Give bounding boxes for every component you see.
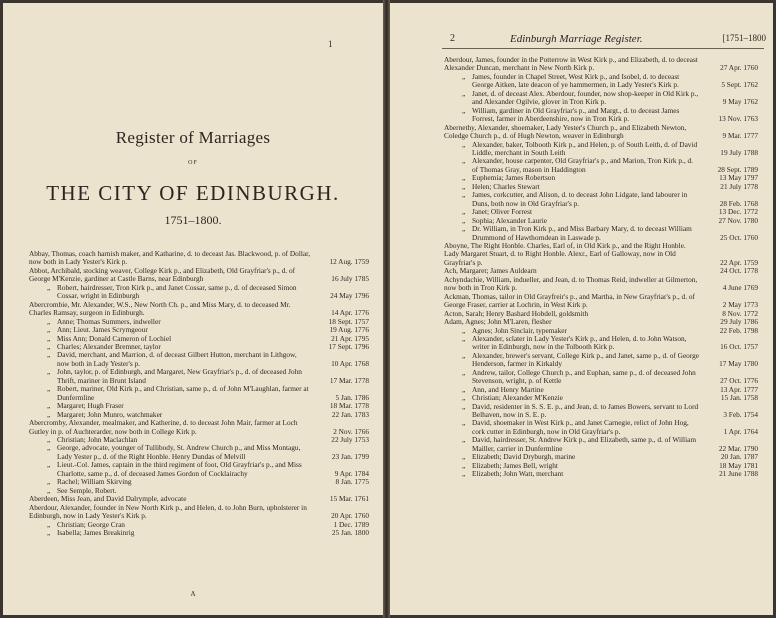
register-entry	[444, 352, 758, 369]
signature-mark: A	[190, 590, 196, 598]
left-page	[3, 3, 383, 615]
register-entry	[444, 369, 758, 386]
entry-date: 13 May 1797	[719, 173, 758, 183]
entry-date: 29 July 1786	[720, 317, 758, 327]
entry-text: James, founder in Chapel Street, West Kirk p., and Isobel, d. to deceast George Aitken, late deacon of ye hammermen, in Lady Yester's Kirk p.	[472, 71, 680, 90]
ditto-mark: „	[462, 367, 466, 377]
entry-text: Lieut.-Col. James, captain in the third regiment of foot, Old Grayfriar's p., and Miss Charlotte, same p., d. of deceased James Gordon of Cocklairachy	[57, 460, 302, 478]
register-entry	[29, 368, 369, 385]
entry-text: Elizabeth; James Bell, wright	[472, 460, 558, 470]
register-entry	[29, 444, 369, 461]
register-entry	[444, 470, 758, 478]
entry-text: Andrew, tailor, College Church p., and Euphan, same p., d. of deceased John Stevenson, wright, p. of Kettle	[472, 367, 696, 386]
entry-date: 15 Mar. 1761	[329, 494, 369, 504]
entry-text: David, residenter in S. S. E. p., and Jean, d. to James Bowers, servant to Lord Belhaven, now in S. E. p.	[472, 401, 699, 420]
entry-date: 24 Oct. 1778	[720, 266, 758, 276]
entry-date: 4 June 1769	[722, 283, 758, 293]
ditto-mark: „	[462, 469, 466, 479]
ditto-mark: „	[462, 190, 466, 200]
entry-date: 21 June 1788	[719, 469, 758, 479]
ditto-mark: „	[47, 409, 51, 419]
entry-text: Isabella; James Breakinrig	[57, 527, 135, 537]
register-entry	[444, 141, 758, 158]
entry-date: 28 Feb. 1768	[719, 198, 758, 208]
entry-date: 20 Apr. 1760	[331, 511, 369, 521]
entry-date: 16 July 1785	[331, 274, 369, 284]
ditto-mark: „	[47, 519, 51, 529]
ditto-mark: „	[462, 224, 466, 234]
register-entry	[29, 267, 369, 284]
ditto-mark: „	[462, 452, 466, 462]
entry-text: Janet; Oliver Forrest	[472, 207, 532, 217]
entry-text: Alexander, baker, Tolbooth Kirk p., and Helen, p. of South Leith, d. of David Liddle, merchant in South Leith	[472, 139, 698, 157]
entry-text: William, gardiner in Old Grayfriar's p., and Margt., d. to deceast James Forrest, farmer in Aberdeenshire, now in Tron Kirk p.	[472, 105, 680, 124]
register-entry	[29, 504, 369, 521]
register-entry	[444, 293, 758, 310]
entry-date: 23 Jan. 1799	[331, 451, 369, 461]
book-gutter	[383, 0, 390, 618]
register-entry	[444, 73, 758, 90]
entry-date: 8 Nov. 1772	[722, 308, 758, 318]
entry-text: Achyndachie, William, indueller, and Jean, d. to Thomas Reid, indweller at Gilmerton, now both in Tron Kirk p.	[444, 274, 698, 293]
entry-date: 19 July 1788	[720, 147, 758, 157]
entry-date: 9 Apr. 1784	[334, 468, 369, 478]
entry-text: Miss Ann; Donald Cameron of Lochiel	[57, 333, 172, 343]
ditto-mark: „	[47, 350, 51, 360]
register-entry	[444, 403, 758, 420]
title-years: 1751–1800.	[164, 213, 222, 227]
entry-text: Christian; George Cran	[57, 519, 125, 529]
entry-date: 21 Apr. 1795	[331, 333, 369, 343]
entry-text: Aboyne, The Right Honble. Charles, Earl of, in Old Kirk p., and the Right Honble. Lady Margaret Stuart, d. to Right Honble. Alexr., Earl of Galloway, now in Old Grayfriar's p.	[444, 240, 686, 267]
entry-date: 1 Dec. 1789	[333, 519, 369, 529]
entry-date: 27 Nov. 1780	[718, 215, 758, 225]
title-of: OF	[188, 160, 198, 166]
entry-text: Adam, Agnes; John M'Laren, flesher	[444, 317, 552, 327]
entry-text: Ann, and Henry Martine	[472, 384, 544, 394]
entry-date: 22 Apr. 1759	[720, 257, 758, 267]
running-title: Edinburgh Marriage Register.	[510, 33, 643, 45]
entry-text: See Semple, Robert.	[57, 485, 117, 495]
entry-date: 22 Jan. 1783	[331, 409, 369, 419]
entry-date: 25 Jan. 1800	[331, 527, 369, 537]
entry-text: Ach, Margaret; James Auldearn	[444, 266, 537, 276]
entry-date: 2 May 1773	[722, 300, 758, 310]
ditto-mark: „	[47, 384, 51, 394]
entry-text: Margaret; Hugh Fraser	[57, 401, 124, 411]
entry-text: Sophia; Alexander Laurie	[472, 215, 547, 225]
right-entries-list	[444, 56, 758, 479]
ditto-mark: „	[47, 485, 51, 495]
ditto-mark: „	[462, 71, 466, 81]
entry-text: Aberdour, Alexander, founder in New North Kirk p., and Helen, d. to John Burn, upholsterer in Edinburgh, now in Lady Yester's Kirk p.	[29, 502, 307, 521]
entry-date: 13 Apr. 1777	[720, 384, 758, 394]
entry-text: John, taylor, p. of Edinburgh, and Margaret, New Grayfriar's p., d. of deceased John Thrift, mariner in Brunt Island	[57, 367, 302, 385]
entry-text: Christian; Alexander M'Kenzie	[472, 393, 563, 403]
register-entry	[444, 157, 758, 174]
entry-text: Christian; John Maclachlan	[57, 434, 138, 444]
register-entry	[29, 385, 369, 402]
ditto-mark: „	[47, 460, 51, 470]
header-rule	[442, 48, 764, 49]
entry-date: 22 Feb. 1798	[719, 325, 758, 335]
entry-text: David, merchant, and Marrion, d. of deceast Gilbert Hutton, merchant in Lithgow, now both in Lady Yester's p.	[57, 350, 297, 368]
ditto-mark: „	[47, 401, 51, 411]
register-entry	[29, 284, 369, 301]
register-entry	[444, 419, 758, 436]
ditto-mark: „	[47, 333, 51, 343]
entry-date: 17 Sept. 1796	[328, 341, 369, 351]
right-page	[390, 3, 773, 615]
entry-date: 27 Apr. 1760	[720, 63, 758, 73]
register-entry	[444, 124, 758, 141]
ditto-mark: „	[462, 156, 466, 166]
page-number: 2	[450, 33, 455, 44]
register-entry	[444, 90, 758, 107]
register-entry	[29, 529, 369, 537]
entry-date: 22 Mar. 1790	[718, 443, 758, 453]
entry-text: Ann; Lieut. James Scrymgeour	[57, 325, 148, 335]
year-range: [1751–1800	[722, 33, 766, 43]
ditto-mark: „	[47, 341, 51, 351]
entry-date: 9 Mar. 1777	[722, 131, 758, 141]
register-entry	[444, 56, 758, 73]
entry-text: Euphemia; James Robertson	[472, 173, 556, 183]
ditto-mark: „	[47, 367, 51, 377]
ditto-mark: „	[462, 418, 466, 428]
ditto-mark: „	[47, 325, 51, 335]
entry-text: Abernethy, Alexander, shoemaker, Lady Yester's Church p., and Elizabeth Newton, Coledge Church p., d. of Hugh Newton, weaver in Edinburgh	[444, 122, 687, 141]
title-city-of-edinburgh: THE CITY OF EDINBURGH.	[46, 181, 340, 205]
entry-date: 10 Apr. 1768	[331, 358, 369, 368]
register-entry	[444, 436, 758, 453]
entry-date: 3 Feb. 1754	[723, 410, 758, 420]
entry-date: 8 Jan. 1775	[335, 477, 369, 487]
entry-text: Aberdour, James, founder in the Potterrow in West Kirk p., and Elizabeth, d. to deceast Alexander Duncan, merchant in New North Kirk p.	[444, 55, 698, 73]
entry-text: Elizabeth; David Dryburgh, marine	[472, 452, 576, 462]
entry-text: Margaret; John Munro, watchmaker	[57, 409, 163, 419]
ditto-mark: „	[462, 139, 466, 149]
entry-date: 5 Sept. 1762	[721, 80, 758, 90]
left-entries-list	[29, 250, 369, 537]
ditto-mark: „	[462, 350, 466, 360]
entry-text: Abercromby, Alexander, mealmaker, and Katherine, d. to deceast John Mair, farmer at Loch Gutley in p. of Auchterarder, now both in College Kirk p.	[29, 418, 298, 436]
ditto-mark: „	[462, 393, 466, 403]
entry-text: Dr. William, in Tron Kirk p., and Miss Barbary Mary, d. to deceast William Drummond of Hawthorndean in Laswade p.	[472, 224, 692, 242]
ditto-mark: „	[47, 527, 51, 537]
entry-date: 2 Nov. 1766	[333, 426, 369, 436]
register-entry	[29, 351, 369, 368]
entry-date: 5 Jan. 1786	[335, 392, 369, 402]
entry-text: David, shoemaker in West Kirk p., and Janet Carnegie, relict of John Hog, cork cutter in Edinburgh, now in Old Grayfriar's p.	[472, 418, 689, 436]
ditto-mark: „	[462, 460, 466, 470]
entry-date: 16 Oct. 1757	[720, 342, 758, 352]
entry-text: Ackman, Thomas, tailor in Old Grayfreir's p., and Martha, in New Grayfriar's p., d. of George Fraser, carrier at Lochrin, in West Kirk p.	[444, 291, 695, 310]
entry-text: Elizabeth; John Watt, merchant	[472, 469, 564, 479]
entry-text: Helen; Charles Stewart	[472, 181, 540, 191]
title-register-of-marriages: Register of Marriages	[115, 128, 271, 147]
entry-date: 22 July 1753	[331, 434, 369, 444]
entry-date: 9 May 1762	[722, 97, 758, 107]
ditto-mark: „	[462, 333, 466, 343]
entry-date: 13 Dec. 1772	[718, 207, 758, 217]
register-entry	[444, 107, 758, 124]
entry-text: Agnes; John Sinclair, typemaker	[472, 325, 567, 335]
register-entry	[29, 419, 369, 436]
ditto-mark: „	[47, 282, 51, 292]
ditto-mark: „	[462, 173, 466, 183]
ditto-mark: „	[462, 88, 466, 98]
register-entry	[444, 242, 758, 267]
entry-date: 25 Oct. 1760	[720, 232, 758, 242]
entry-text: Rachel; William Skirving	[57, 477, 132, 487]
entry-date: 28 Sept. 1789	[717, 164, 758, 174]
entry-date: 18 Sept. 1757	[328, 316, 369, 326]
entry-text: Janet, d. of deceast Alex. Aberdour, founder, now shop-keeper in Old Kirk p., and Alexander Ogilvie, glover in Tron Kirk p.	[472, 88, 699, 107]
register-entry	[444, 276, 758, 293]
ditto-mark: „	[462, 401, 466, 411]
entry-date: 17 Mar. 1778	[329, 375, 369, 385]
entry-date: 27 Oct. 1776	[720, 376, 758, 386]
entry-date: 1 Apr. 1764	[723, 426, 758, 436]
entry-text: Robert, hairdresser, Tron Kirk p., and Janet Cossar, same p., d. of deceased Simon Cossar, wright in Edinburgh	[57, 282, 297, 301]
entry-text: Charles; Alexander Bremner, taylor	[57, 341, 161, 351]
entry-text: Aberdeen, Miss Jean, and David Dalrymple, advocate	[29, 494, 187, 504]
entry-date: 17 May 1780	[719, 359, 758, 369]
entry-text: Abbay, Thomas, coach harnish maker, and Katharine, d. to deceast Jas. Blackwood, p. of Dollar, now both in Lady Yester's Kirk p.	[29, 249, 311, 267]
entry-date: 20 Jan. 1787	[720, 452, 758, 462]
ditto-mark: „	[462, 215, 466, 225]
register-entry	[444, 225, 758, 242]
register-entry	[29, 250, 369, 267]
entry-text: Alexander, sclater in Lady Yester's Kirk p., and Helen, d. to John Watson, writer in Edinburgh, now in the Tolbooth Kirk p.	[472, 333, 687, 352]
ditto-mark: „	[47, 434, 51, 444]
entry-text: David, hairdresser, St. Andrew Kirk p., and Elizabeth, same p., d. of William Mailler, carrier in Dunfermline	[472, 435, 697, 453]
entry-date: 14 Apr. 1776	[331, 308, 369, 318]
ditto-mark: „	[462, 384, 466, 394]
entry-text: Anne; Thomas Summers, indweller	[57, 316, 161, 326]
ditto-mark: „	[462, 207, 466, 217]
entry-date: 19 Aug. 1776	[329, 325, 369, 335]
register-entry	[29, 461, 369, 478]
page-number: 1	[328, 39, 333, 49]
entry-date: 18 Mar. 1778	[329, 401, 369, 411]
ditto-mark: „	[462, 181, 466, 191]
entry-date: 12 Aug. 1759	[329, 257, 369, 267]
entry-text: James, corkcutter, and Alison, d. to deceast John Lidgate, land labourer in Duns, both now in Old Grayfriar's p.	[472, 190, 688, 208]
ditto-mark: „	[462, 435, 466, 445]
ditto-mark: „	[47, 316, 51, 326]
entry-text: Abercrombie, Mr. Alexander, W.S., New North Ch. p., and Miss Mary, d. to deceased Mr. Charles Ramsay, surgeon in Edinburgh.	[29, 299, 291, 318]
entry-date: 21 July 1778	[720, 181, 758, 191]
register-entry	[444, 191, 758, 208]
entry-date: 15 Jan. 1758	[720, 393, 758, 403]
ditto-mark: „	[47, 477, 51, 487]
entry-date: 18 May 1781	[719, 460, 758, 470]
entry-text: Alexander, brewer's servant, College Kirk p., and Janet, same p., d. of George Henderson, farmer in Kirkaldy	[472, 350, 700, 369]
ditto-mark: „	[462, 325, 466, 335]
entry-text: Robert, mariner, Old Kirk p., and Christian, same p., d. of John M'Laughlan, farmer at Dunfermline	[57, 384, 309, 402]
entry-text: George, advocate, younger of Tullibody, St. Andrew Church p., and Miss Montagu, Lady Yester p., d. of the Right Honble. Henry Dundas of Melvill	[57, 443, 301, 461]
entry-date: 13 Nov. 1763	[718, 114, 758, 124]
ditto-mark: „	[47, 443, 51, 453]
register-entry	[444, 335, 758, 352]
entry-date: 24 May 1796	[330, 291, 369, 301]
ditto-mark: „	[462, 105, 466, 115]
entry-text: Alexander, house carpenter, Old Grayfriar's p., and Marion, Tron Kirk p., d. of Thomas Gray, mason in Haddington	[472, 156, 694, 174]
entry-text: Acton, Sarah; Henry Bashard Hobdell, goldsmith	[444, 308, 589, 318]
register-entry	[29, 301, 369, 318]
entry-text: Abbot, Archibald, stocking weaver, College Kirk p., and Elizabeth, Old Grayfriar's p., d. of George M'Kenzie, gardiner at Castle Barns, near Edinburgh	[29, 265, 296, 284]
